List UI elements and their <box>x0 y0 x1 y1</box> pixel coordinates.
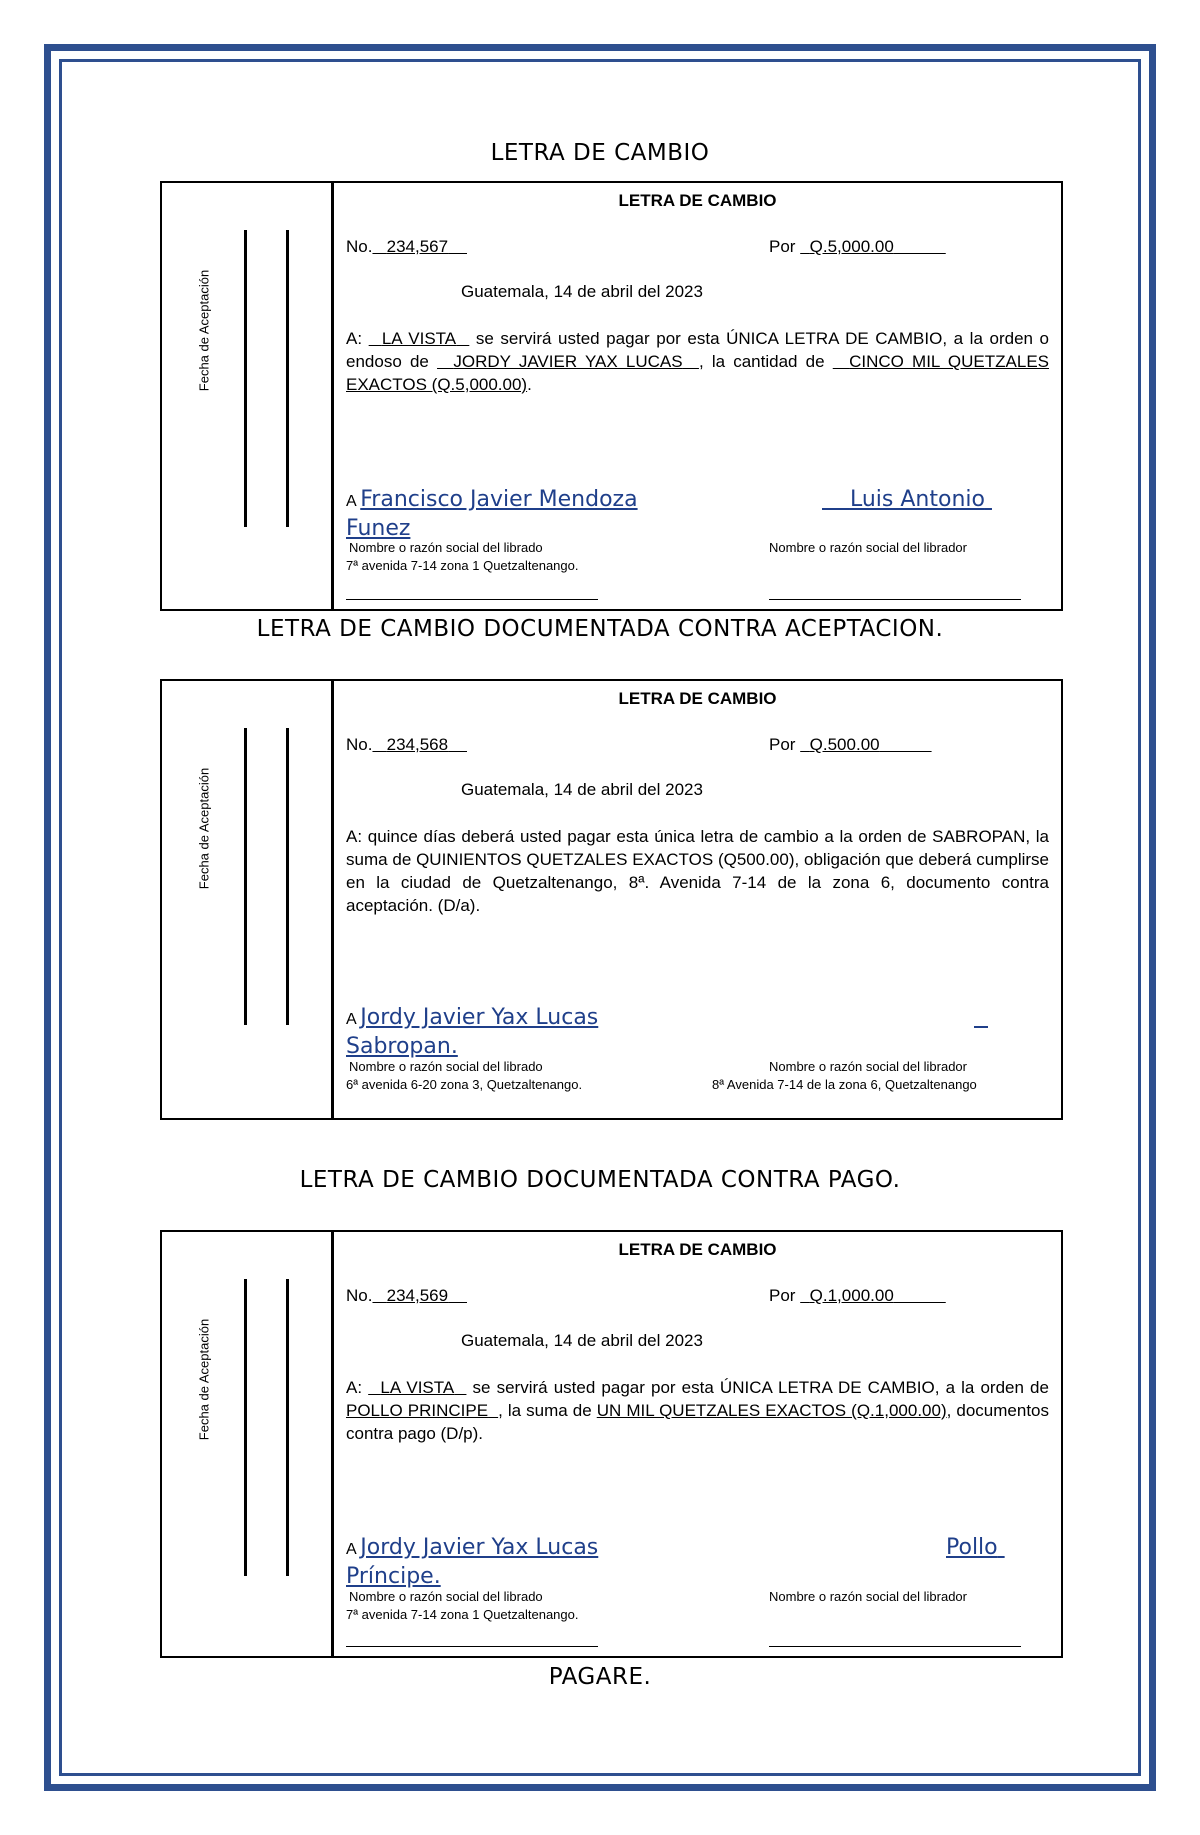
number-label: No. <box>346 735 373 754</box>
por-label: Por <box>769 735 796 754</box>
heading-letra-de-cambio: LETRA DE CAMBIO <box>490 140 710 166</box>
por-label: Por <box>769 237 796 256</box>
drawee-caption: Nombre o razón social del librado <box>349 1589 543 1604</box>
signature-line <box>769 599 1021 600</box>
payment-term: LA VISTA <box>380 1378 455 1397</box>
drawee-line: A Jordy Javier Yax Lucas Sabropan. <box>346 1005 599 1059</box>
drawer-line <box>974 1005 988 1030</box>
bill-number <box>346 735 467 755</box>
signature-line <box>346 599 598 600</box>
number-text: 234,568 <box>386 735 449 754</box>
drawee-caption: Nombre o razón social del librado <box>349 540 543 555</box>
heading-pagare: PAGARE. <box>548 1664 652 1690</box>
amount-value <box>800 1286 946 1305</box>
acceptance-stub <box>162 681 334 1118</box>
amount-value <box>800 735 931 754</box>
payee-name: JORDY JAVIER YAX LUCAS <box>453 352 683 371</box>
bill-amount <box>769 735 932 755</box>
drawee-address: 7ª avenida 7-14 zona 1 Quetzaltenango. <box>346 1607 579 1622</box>
city-date: Guatemala, 14 de abril del 2023 <box>461 780 703 799</box>
amount-text: Q.5,000.00 <box>809 237 894 256</box>
drawer-signature-name: Pollo <box>946 1535 998 1560</box>
number-value <box>372 237 467 256</box>
amount-text: Q.1,000.00 <box>809 1286 894 1305</box>
bill-text: A: LA VISTA se servirá usted pagar por esta ÚNICA LETRA DE CAMBIO, a la orden de POLLO PRINCIPE , la suma de UN MIL QUETZALES EXACTOS (Q.1,000.00), documentos contra pago (D/p). <box>346 1378 1050 1443</box>
bill-text: A: LA VISTA se servirá usted pagar por esta ÚNICA LETRA DE CAMBIO, a la orden o endoso de JORDY JAVIER YAX LUCAS , la cantidad de CINCO MIL QUETZALES EXACTOS (Q.5,000.00). <box>346 329 1050 394</box>
drawer-line <box>822 487 992 512</box>
drawer-caption: Nombre o razón social del librador <box>769 540 967 555</box>
bill-number <box>346 237 467 257</box>
bill-title: LETRA DE CAMBIO <box>618 191 777 210</box>
por-label: Por <box>769 1286 796 1305</box>
acceptance-date-label: Fecha de Aceptación <box>196 1318 212 1441</box>
drawee-line: A Francisco Javier Mendoza Funez <box>346 487 638 541</box>
bill-title: LETRA DE CAMBIO <box>618 1240 777 1259</box>
bill-body <box>334 1232 1061 1656</box>
bill-body <box>334 183 1061 609</box>
bill-amount <box>769 237 946 257</box>
drawee-signature-name: Francisco Javier Mendoza Funez <box>346 487 638 541</box>
drawer-caption: Nombre o razón social del librador <box>769 1059 967 1074</box>
bill-of-exchange-1 <box>160 181 1063 611</box>
heading-contra-pago: LETRA DE CAMBIO DOCUMENTADA CONTRA PAGO. <box>299 1167 901 1193</box>
drawer-signature-name <box>974 1005 988 1030</box>
city-date: Guatemala, 14 de abril del 2023 <box>461 282 703 301</box>
acceptance-date-label: Fecha de Aceptación <box>196 767 212 890</box>
amount-text: Q.500.00 <box>809 735 880 754</box>
number-label: No. <box>346 237 373 256</box>
payment-term: LA VISTA <box>381 329 457 348</box>
amount-value <box>800 237 946 256</box>
acceptance-stub <box>162 1232 334 1656</box>
drawee-signature-name: Jordy Javier Yax Lucas Sabropan. <box>346 1005 599 1059</box>
drawer-address: 8ª Avenida 7-14 de la zona 6, Quetzaltenango <box>712 1077 977 1092</box>
drawee-line: A Jordy Javier Yax Lucas Príncipe. <box>346 1535 599 1589</box>
city-date: Guatemala, 14 de abril del 2023 <box>461 1331 703 1350</box>
bill-title: LETRA DE CAMBIO <box>618 689 777 708</box>
number-label: No. <box>346 1286 373 1305</box>
acceptance-stub <box>162 183 334 609</box>
bill-of-exchange-2 <box>160 679 1063 1120</box>
bill-amount <box>769 1286 946 1306</box>
drawer-signature-name: Luis Antonio <box>849 487 985 512</box>
signature-line <box>769 1646 1021 1647</box>
number-text: 234,569 <box>386 1286 449 1305</box>
number-text: 234,567 <box>386 237 449 256</box>
bill-body <box>334 681 1061 1118</box>
drawer-caption: Nombre o razón social del librador <box>769 1589 967 1604</box>
drawee-signature-name: Jordy Javier Yax Lucas Príncipe. <box>346 1535 599 1589</box>
bill-number <box>346 1286 467 1306</box>
stub-line <box>286 728 289 1025</box>
bill-text: A: quince días deberá usted pagar esta única letra de cambio a la orden de SABROPAN, la suma de QUINIENTOS QUETZALES EXACTOS (Q500.00), obligación que deberá cumplirse en la ciudad de Quetzaltenango, 8ª. Avenida 7-14 de la zona 6, documento contra aceptación. (D/a). <box>346 827 1049 915</box>
amount-words: UN MIL QUETZALES EXACTOS (Q.1,000.00) <box>596 1401 947 1420</box>
drawee-address: 6ª avenida 6-20 zona 3, Quetzaltenango. <box>346 1077 583 1092</box>
stub-line <box>244 728 247 1025</box>
drawer-line <box>946 1535 1005 1560</box>
stub-line <box>286 230 289 527</box>
bill-of-exchange-3 <box>160 1230 1063 1658</box>
number-value <box>372 735 467 754</box>
heading-contra-aceptacion: LETRA DE CAMBIO DOCUMENTADA CONTRA ACEPTACION. <box>256 616 944 642</box>
signature-line <box>346 1646 598 1647</box>
stub-line <box>286 1279 289 1576</box>
amount-words: CINCO MIL QUETZALES EXACTOS (Q.5,000.00) <box>346 352 1049 394</box>
stub-line <box>244 1279 247 1576</box>
acceptance-date-label: Fecha de Aceptación <box>196 269 212 392</box>
drawee-caption: Nombre o razón social del librado <box>349 1059 543 1074</box>
number-value <box>372 1286 467 1305</box>
drawee-address: 7ª avenida 7-14 zona 1 Quetzaltenango. <box>346 558 579 573</box>
payee-name: POLLO PRINCIPE <box>346 1401 489 1420</box>
stub-line <box>244 230 247 527</box>
